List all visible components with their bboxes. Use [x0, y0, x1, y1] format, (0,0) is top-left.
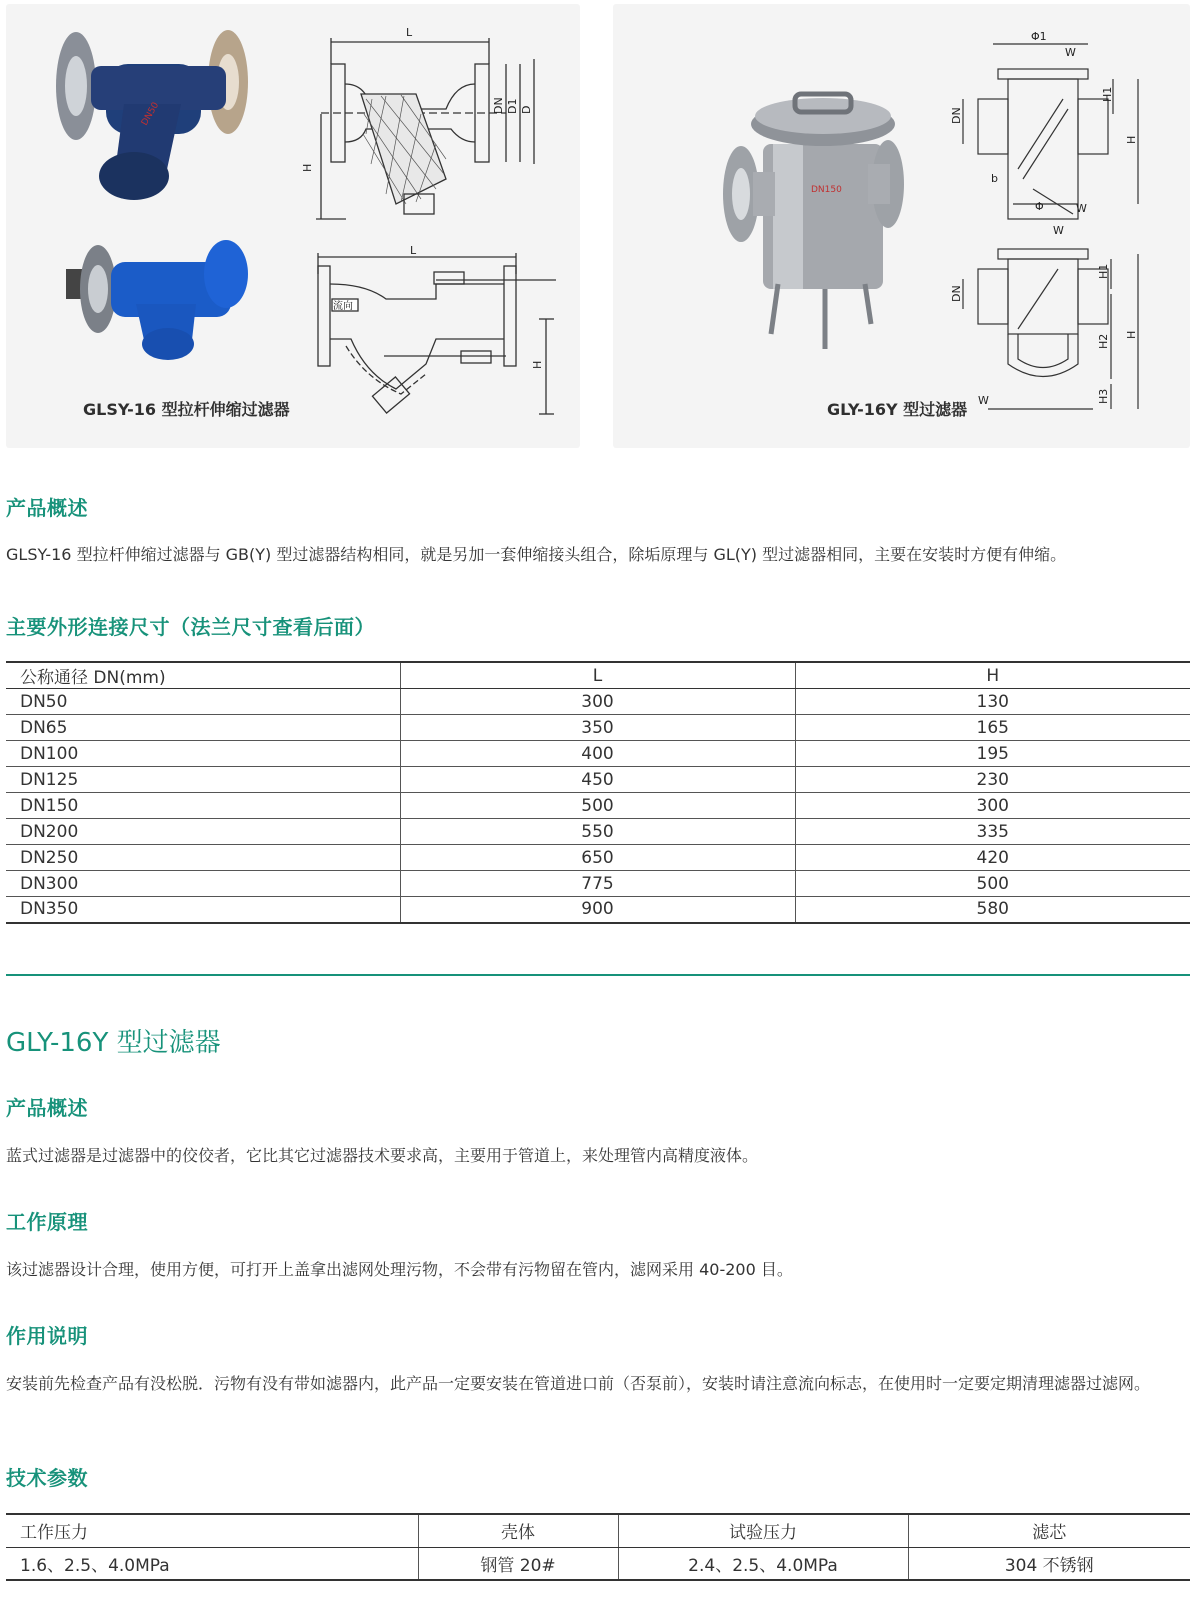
cell-h: 500	[795, 871, 1190, 897]
basket-bottom-drawing	[963, 249, 1138, 409]
cell-l: 400	[400, 741, 795, 767]
cell-h: 300	[795, 793, 1190, 819]
telescopic-strainer-drawing	[318, 253, 556, 414]
col-header-dn: 公称通径 DN(mm)	[6, 662, 400, 689]
svg-text:D: D	[520, 105, 533, 114]
cell-h: 195	[795, 741, 1190, 767]
cell-l: 775	[400, 871, 795, 897]
table-row	[6, 793, 1190, 819]
section-divider	[6, 974, 1190, 976]
col-header-test-pressure: 试验压力	[618, 1514, 908, 1547]
svg-text:H1: H1	[1101, 86, 1114, 102]
svg-text:D1: D1	[506, 98, 519, 114]
basket-strainer-photo	[723, 94, 904, 349]
cell-dn: DN150	[6, 793, 400, 819]
section2-overview-heading: 产品概述	[6, 1096, 88, 1120]
cell-l: 300	[400, 689, 795, 715]
svg-text:b: b	[991, 172, 998, 185]
svg-text:W: W	[1076, 202, 1087, 215]
cell-dn: DN250	[6, 845, 400, 871]
table-row	[6, 715, 1190, 741]
usage-text: 安装前先检查产品有没松脱．污物有没有带如滤器内，此产品一定要安装在管道进口前（否泵前），安装时请注意流向标志，在使用时一定要定期清理滤器过滤网。	[6, 1374, 1151, 1393]
cell-dn: DN100	[6, 741, 400, 767]
basket-top-drawing	[963, 44, 1138, 219]
cell-l: 550	[400, 819, 795, 845]
cell-dn: DN350	[6, 897, 400, 923]
cell-l: 500	[400, 793, 795, 819]
cell-shell: 钢管 20#	[418, 1547, 618, 1580]
tech-heading: 技术参数	[6, 1466, 88, 1490]
cell-dn: DN200	[6, 819, 400, 845]
table-row	[6, 741, 1190, 767]
svg-text:H: H	[301, 163, 314, 172]
svg-text:Φ: Φ	[1035, 200, 1044, 213]
principle-text: 该过滤器设计合理，使用方便，可打开上盖拿出滤网处理污物，不会带有污物留在管内，滤网采用 40-200 目。	[6, 1260, 793, 1279]
cell-h: 335	[795, 819, 1190, 845]
svg-text:L: L	[406, 26, 413, 39]
tech-table-header	[6, 1514, 1190, 1547]
svg-text:H: H	[1125, 135, 1138, 144]
table-row	[6, 689, 1190, 715]
table-row	[6, 871, 1190, 897]
section2-overview-text: 蓝式过滤器是过滤器中的佼佼者，它比其它过滤器技术要求高，主要用于管道上，来处理管内高精度液体。	[6, 1146, 759, 1165]
svg-text:W: W	[978, 394, 989, 407]
section1-overview-text: GLSY-16 型拉杆伸缩过滤器与 GB(Y) 型过滤器结构相同，就是另加一套伸缩接头组合，除垢原理与 GL(Y) 型过滤器相同，主要在安装时方便有伸缩。	[6, 545, 1067, 564]
telescopic-strainer-drawing-labels	[333, 244, 544, 369]
cell-l: 450	[400, 767, 795, 793]
col-header-filter-element: 滤芯	[908, 1514, 1190, 1547]
usage-heading: 作用说明	[6, 1324, 88, 1348]
cell-h: 130	[795, 689, 1190, 715]
svg-text:W: W	[1053, 224, 1064, 237]
y-strainer-photo	[56, 30, 248, 200]
gly16y-section-title: GLY-16Y 型过滤器	[6, 1028, 221, 1058]
cell-dn: DN50	[6, 689, 400, 715]
table-row	[6, 767, 1190, 793]
basket-strainer-stamp: DN150	[811, 185, 842, 195]
svg-text:H: H	[531, 360, 544, 369]
cell-working-pressure: 1.6、2.5、4.0MPa	[20, 1555, 170, 1576]
cell-dn: DN300	[6, 871, 400, 897]
cell-h: 230	[795, 767, 1190, 793]
glsy16-caption: GLSY-16 型拉杆伸缩过滤器	[83, 400, 290, 419]
y-strainer-drawing	[316, 38, 534, 219]
glsy16-illustration	[6, 4, 580, 448]
cell-filter-element: 304 不锈钢	[908, 1547, 1190, 1580]
svg-text:L: L	[410, 244, 417, 257]
principle-heading: 工作原理	[6, 1210, 88, 1234]
svg-text:H3: H3	[1097, 388, 1110, 404]
cell-l: 350	[400, 715, 795, 741]
tech-params-table	[6, 1513, 1190, 1581]
section1-overview-heading: 产品概述	[6, 496, 88, 520]
col-header-working-pressure: 工作压力	[6, 1514, 418, 1547]
dimensions-table-header	[6, 662, 1190, 689]
svg-text:流向: 流向	[333, 301, 353, 312]
svg-text:Φ1: Φ1	[1031, 30, 1047, 43]
cell-h: 580	[795, 897, 1190, 923]
product-panel-glsy16	[6, 4, 580, 448]
svg-text:W: W	[1065, 46, 1076, 59]
dimensions-table	[6, 661, 1190, 924]
cell-l: 650	[400, 845, 795, 871]
table-row	[6, 819, 1190, 845]
col-header-shell: 壳体	[418, 1514, 618, 1547]
svg-text:DN: DN	[950, 107, 963, 124]
telescopic-strainer-photo	[66, 240, 248, 360]
cell-l: 900	[400, 897, 795, 923]
gly16y-caption: GLY-16Y 型过滤器	[827, 400, 968, 419]
svg-text:DN: DN	[950, 285, 963, 302]
svg-text:H: H	[1125, 330, 1138, 339]
cell-test-pressure: 2.4、2.5、4.0MPa	[618, 1547, 908, 1580]
table-row	[6, 1547, 1190, 1580]
cell-h: 420	[795, 845, 1190, 871]
y-strainer-stamp: DN50	[139, 100, 162, 128]
dimensions-heading: 主要外形连接尺寸（法兰尺寸查看后面）	[6, 615, 375, 639]
svg-text:H2: H2	[1097, 333, 1110, 349]
table-row	[6, 897, 1190, 923]
col-header-l: L	[400, 662, 795, 689]
svg-text:H1: H1	[1097, 263, 1110, 279]
cell-dn: DN65	[6, 715, 400, 741]
gly16y-illustration	[613, 4, 1190, 448]
svg-text:DN: DN	[492, 97, 505, 114]
cell-h: 165	[795, 715, 1190, 741]
cell-dn: DN125	[6, 767, 400, 793]
product-panel-gly16y	[613, 4, 1190, 448]
col-header-h: H	[795, 662, 1190, 689]
table-row	[6, 845, 1190, 871]
